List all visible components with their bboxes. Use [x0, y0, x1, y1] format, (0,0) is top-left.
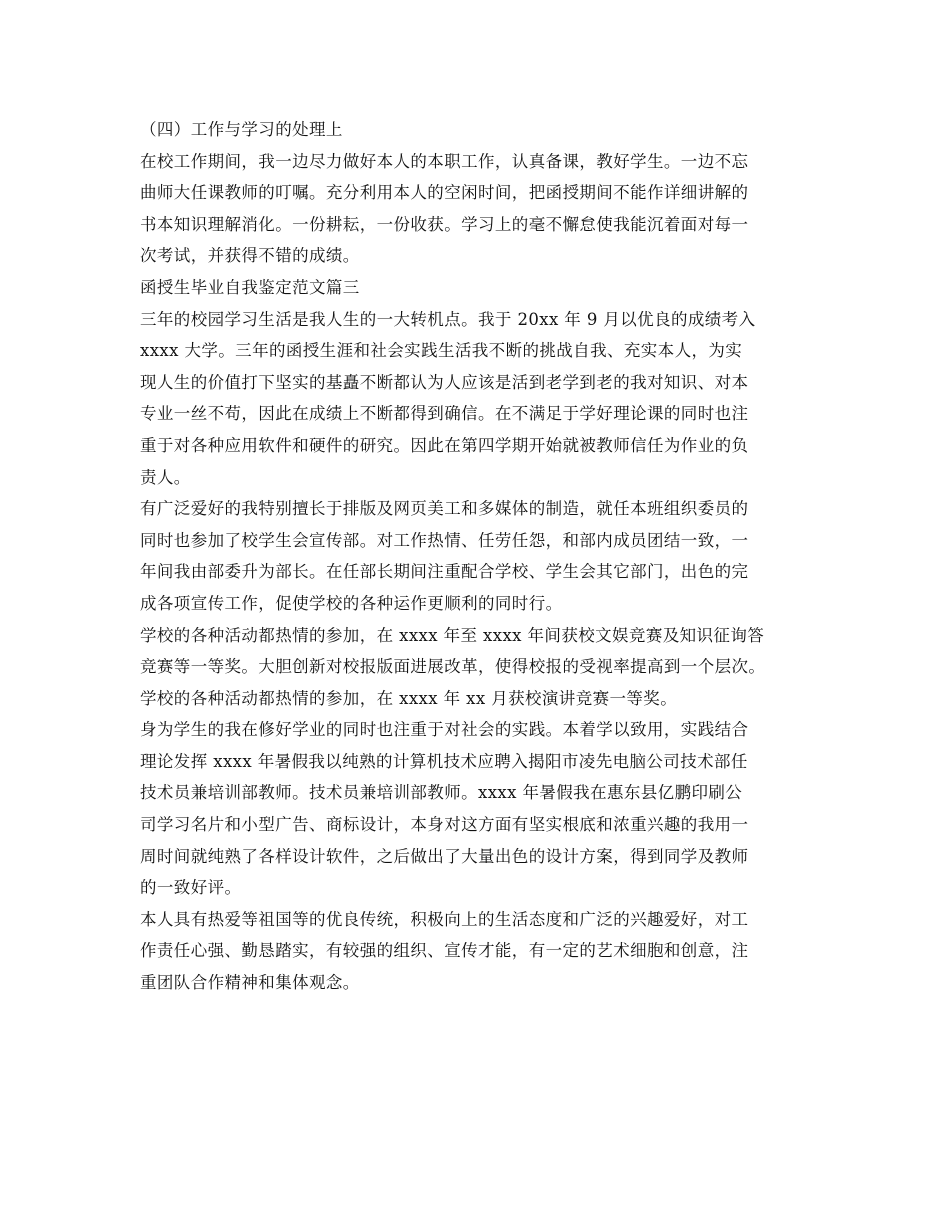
text-line: 年间我由部委升为部长。在任部长期间注重配合学校、学生会其它部门，出色的完 — [140, 562, 749, 582]
text-line: xxxx 大学。三年的函授生涯和社会实践生活我不断的挑战自我、充实本人，为实 — [140, 341, 743, 361]
text-line: 的一致好评。 — [140, 878, 242, 898]
text-line: 同时也参加了校学生会宣传部。对工作热情、任劳任怨，和部内成员团结一致，一 — [140, 530, 749, 550]
text-line: 责人。 — [140, 467, 191, 487]
text-line: 书本知识理解消化。一份耕耘，一份收获。学习上的毫不懈怠使我能沉着面对每一 — [140, 214, 749, 234]
text-line: 学校的各种活动都热情的参加，在 xxxx 年 xx 月获校演讲竞赛一等奖。 — [140, 688, 678, 708]
text-line: 有广泛爱好的我特别擅长于排版及网页美工和多媒体的制造，就任本班组织委员的 — [140, 499, 749, 519]
text-line: 三年的校园学习生活是我人生的一大转机点。我于 20xx 年 9 月以优良的成绩考入 — [140, 309, 756, 329]
text-line: 技术员兼培训部教师。技术员兼培训部教师。xxxx 年暑假我在惠东县亿鹏印刷公 — [140, 783, 743, 803]
text-line: 周时间就纯熟了各样设计软件，之后做出了大量出色的设计方案，得到同学及教师 — [140, 846, 749, 866]
text-line: 理论发挥 xxxx 年暑假我以纯熟的计算机技术应聘入揭阳市凌先电脑公司技术部任 — [140, 751, 748, 771]
text-line: 学校的各种活动都热情的参加，在 xxxx 年至 xxxx 年间获校文娱竞赛及知识征询答 — [140, 625, 765, 645]
text-line: 曲师大任课教师的叮嘱。充分利用本人的空闲时间，把函授期间不能作详细讲解的 — [140, 183, 749, 203]
text-line: 现人生的价值打下坚实的基矗不断都认为人应该是活到老学到老的我对知识、对本 — [140, 372, 749, 392]
text-line: 本人具有热爱等祖国等的优良传统，积极向上的生活态度和广泛的兴趣爱好，对工 — [140, 909, 749, 929]
section-heading: （四）工作与学习的处理上 — [140, 120, 343, 139]
text-line: 在校工作期间，我一边尽力做好本人的本职工作，认真备课，教好学生。一边不忘 — [140, 151, 749, 171]
text-line: 成各项宣传工作，促使学校的各种运作更顺利的同时行。 — [140, 593, 563, 613]
text-line: 司学习名片和小型广告、商标设计，本身对这方面有坚实根底和浓重兴趣的我用一 — [140, 815, 749, 835]
text-line: 重于对各种应用软件和硬件的研究。因此在第四学期开始就被教师信任为作业的负 — [140, 435, 749, 455]
text-line: 重团队合作精神和集体观念。 — [140, 973, 360, 993]
document-body — [140, 114, 820, 999]
text-line: 作责任心强、勤恳踏实，有较强的组织、宣传才能，有一定的艺术细胞和创意，注 — [140, 941, 749, 961]
text-line: 竞赛等一等奖。大胆创新对校报版面进展改革，使得校报的受视率提高到一个层次。 — [140, 657, 766, 677]
text-line: 身为学生的我在修好学业的同时也注重于对社会的实践。本着学以致用，实践结合 — [140, 720, 749, 740]
text-line: 次考试，并获得不错的成绩。 — [140, 246, 360, 266]
text-line: 专业一丝不苟，因此在成绩上不断都得到确信。在不满足于学好理论课的同时也注 — [140, 404, 749, 424]
article-title: 函授生毕业自我鉴定范文篇三 — [140, 277, 360, 297]
